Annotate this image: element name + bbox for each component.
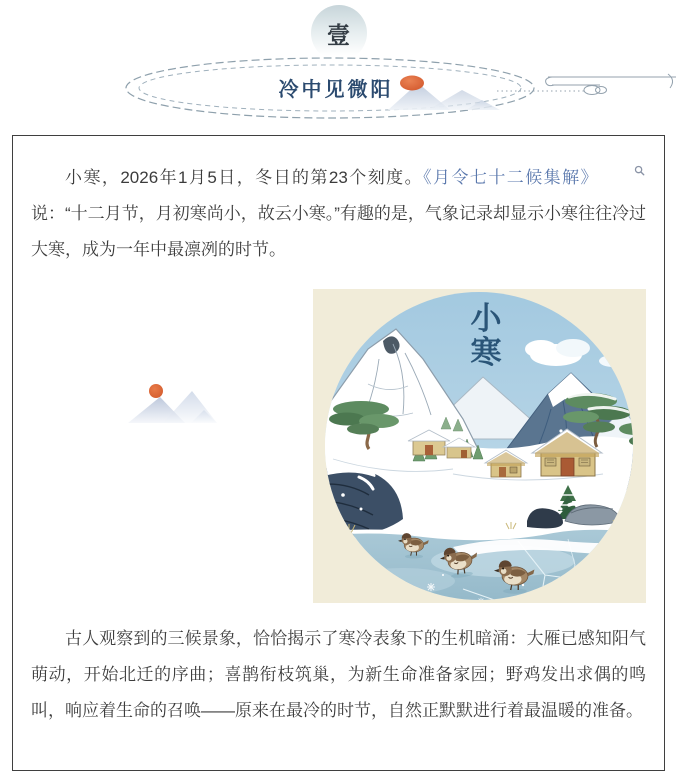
section-number-badge bbox=[311, 5, 367, 61]
article-content-box bbox=[12, 135, 665, 771]
paragraph-three-signs: 古人观察到的三候景象，恰恰揭示了寒冷表象下的生机暗涌：大雁已感知阳气萌动，开始北迁的序曲；喜鹊衔枝筑巢，为新生命准备家园；野鸡发出求偶的鸣叫，响应着生命的召唤——原来在最冷的时节，自然正默默进行着最温暖的准备。 bbox=[31, 629, 646, 720]
paragraph-intro-post: 说：“十二月节，月初寒尚小，故云小寒。”有趣的是，气象记录却显示小寒往往冷过大寒，成为一年中最凛冽的时节。 bbox=[31, 204, 646, 259]
solar-term-illustration bbox=[313, 289, 646, 603]
illustration-title-char2: 寒 bbox=[470, 335, 502, 370]
search-icon[interactable] bbox=[600, 165, 645, 179]
sun-icon bbox=[400, 76, 424, 91]
solar-term-image[interactable] bbox=[313, 289, 646, 603]
reference-link[interactable]: 《月令七十二候集解》 bbox=[423, 168, 599, 187]
scroll-handle-decoration bbox=[497, 74, 676, 95]
section-title: 冷中见微阳 bbox=[278, 79, 394, 101]
section-header-ornament bbox=[0, 54, 678, 128]
sun-icon bbox=[149, 384, 163, 398]
paragraph-intro-pre: 小寒，2026年1月5日，冬日的第23个刻度。 bbox=[65, 168, 424, 187]
illustration-row bbox=[31, 289, 646, 603]
section-number: 壹 bbox=[327, 21, 351, 48]
paragraph-intro bbox=[31, 160, 646, 268]
illustration-title-char1: 小 bbox=[470, 301, 502, 336]
side-decoration bbox=[31, 289, 313, 603]
mountain-sun-decoration bbox=[125, 381, 219, 427]
